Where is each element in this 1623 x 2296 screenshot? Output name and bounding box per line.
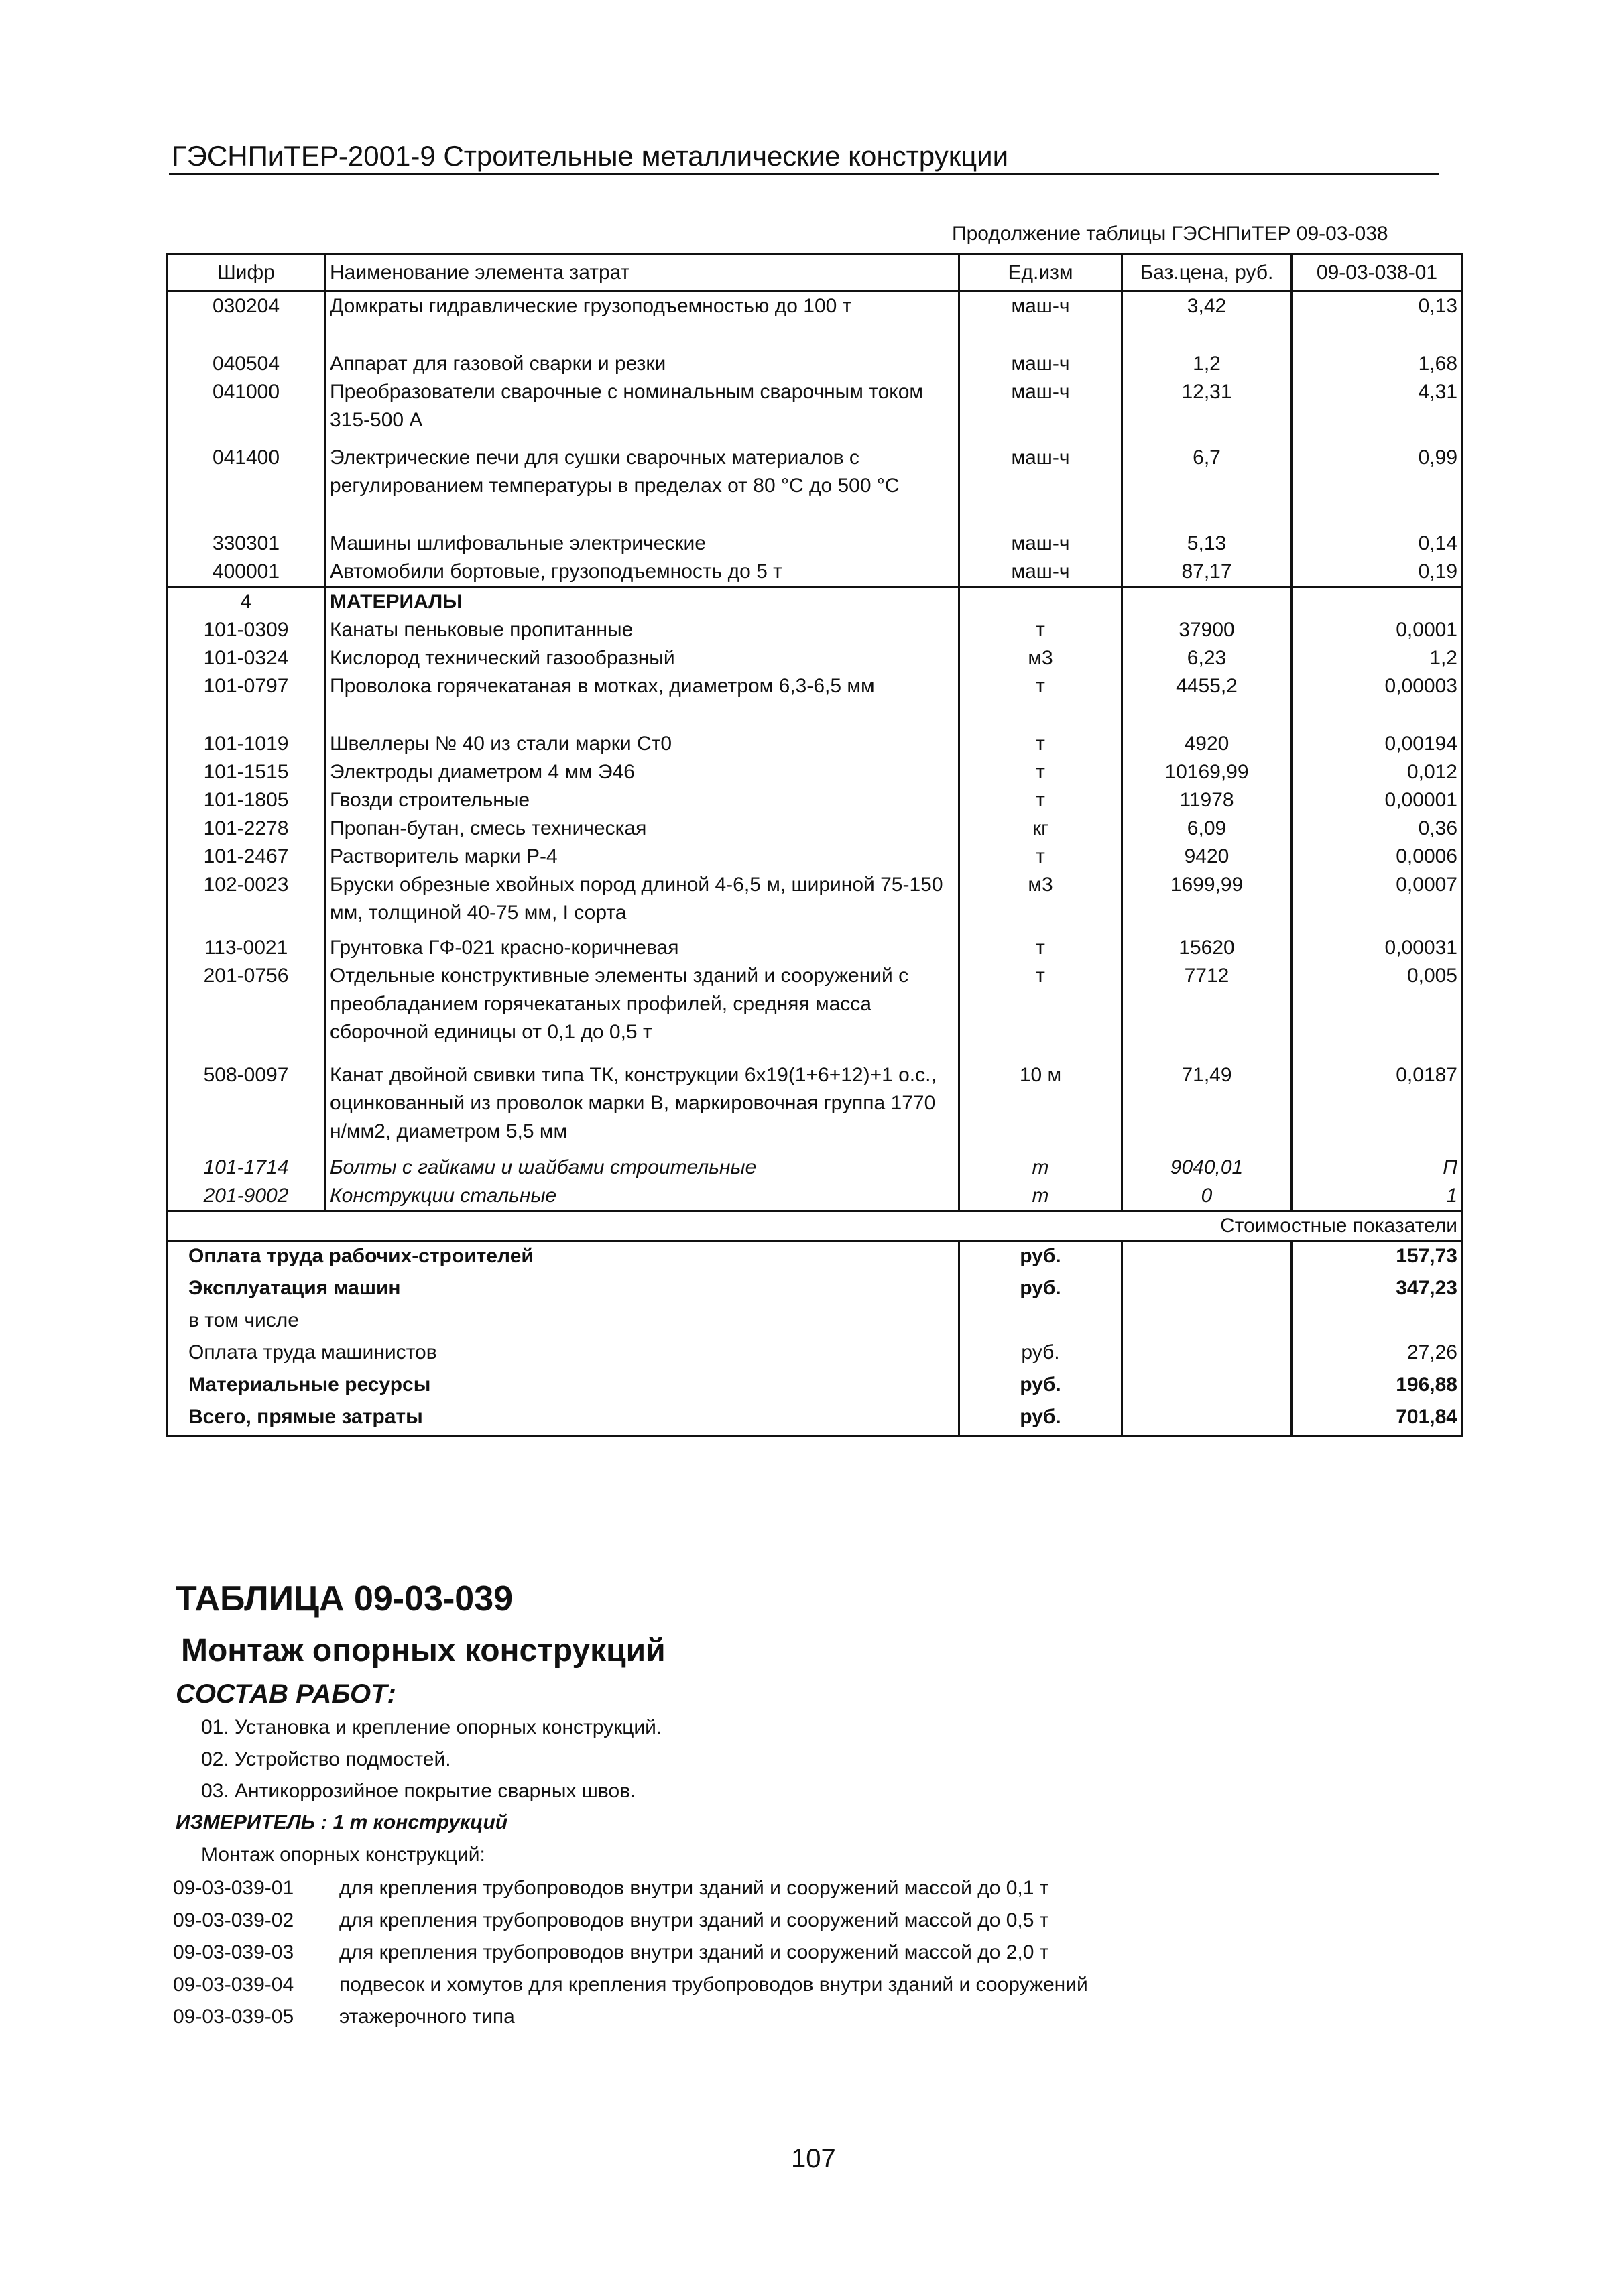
row-code: 040504 [168,350,325,378]
row-code: 101-2278 [168,814,325,843]
row-code: 101-2467 [168,843,325,871]
row-name: Проволока горячекатаная в мотках, диаметром 6,3-6,5 мм [325,672,959,701]
row-value: 4,31 [1292,378,1463,434]
row-unit: 10 м [959,1046,1122,1146]
table-row [168,378,1463,434]
summary-row [168,1274,1463,1307]
column-header-name: Наименование элемента затрат [325,255,959,292]
row-price: 15620 [1122,927,1292,962]
table-row [168,434,1463,500]
row-code: 101-1019 [168,730,325,758]
row-code: 201-0756 [168,962,325,1046]
table-row [168,530,1463,558]
row-price: 6,09 [1122,814,1292,843]
row-name: Конструкции стальные [325,1182,959,1211]
table-row [168,644,1463,672]
row-name: Электрические печи для сушки сварочных материалов с регулированием температуры в пределах от 80 °С до 500 °С [325,434,959,500]
code-entry [173,1941,1049,1964]
summary-row [168,1371,1463,1403]
code-entry [173,1974,1088,1996]
row-unit: т [959,927,1122,962]
row-name: Канат двойной свивки типа ТК, конструкции 6х19(1+6+12)+1 о.с., оцинкованный из проволок марки В, маркировочная группа 1770 н/мм2, диаметром 5,5 мм [325,1046,959,1146]
summary-value: 701,84 [1292,1403,1463,1437]
table-row [168,814,1463,843]
table-header-row [168,255,1463,292]
row-unit: т [959,758,1122,786]
summary-label: Всего, прямые затраты [168,1403,959,1437]
table-row [168,672,1463,701]
row-name: Автомобили бортовые, грузоподъемность до 5 т [325,558,959,587]
row-unit: маш-ч [959,434,1122,500]
row-name: Бруски обрезные хвойных пород длиной 4-6,5 м, шириной 75-150 мм, толщиной 40-75 мм, I сорта [325,871,959,927]
row-name: Пропан-бутан, смесь техническая [325,814,959,843]
table-spacer-row [168,701,1463,730]
row-code: 041400 [168,434,325,500]
row-unit: маш-ч [959,350,1122,378]
row-price: 71,49 [1122,1046,1292,1146]
row-price: 11978 [1122,786,1292,814]
table-row [168,1046,1463,1146]
code-entry-code: 09-03-039-03 [173,1941,294,1963]
row-unit: т [959,730,1122,758]
row-name: Гвозди строительные [325,786,959,814]
code-entry-text: для крепления трубопроводов внутри зданий и сооружений массой до 0,5 т [339,1909,1049,1931]
row-name: МАТЕРИАЛЫ [325,587,959,617]
table-row [168,758,1463,786]
running-header: ГЭСНПиТЕР-2001-9 Строительные металлические конструкции [172,140,1009,172]
row-unit: т [959,1182,1122,1211]
section-title: ТАБЛИЦА 09-03-039 [176,1579,514,1618]
work-item: 02. Устройство подмостей. [201,1748,451,1770]
row-unit: т [959,616,1122,644]
table-row [168,558,1463,587]
row-price: 5,13 [1122,530,1292,558]
table-row [168,927,1463,962]
row-price: 4920 [1122,730,1292,758]
row-code: 102-0023 [168,871,325,927]
row-name: Аппарат для газовой сварки и резки [325,350,959,378]
code-entry [173,1877,1049,1900]
summary-label: Оплата труда рабочих-строителей [168,1242,959,1275]
row-value: 1,68 [1292,350,1463,378]
row-value: 0,012 [1292,758,1463,786]
row-unit: маш-ч [959,378,1122,434]
row-code: 201-9002 [168,1182,325,1211]
measure-label: ИЗМЕРИТЕЛЬ : 1 т конструкций [176,1811,508,1833]
row-price: 1699,99 [1122,871,1292,927]
code-entry-code: 09-03-039-04 [173,1974,294,1996]
row-value: 0,99 [1292,434,1463,500]
section-subtitle: Монтаж опорных конструкций [181,1633,666,1669]
summary-unit: руб. [959,1242,1122,1275]
code-entry-code: 09-03-039-02 [173,1909,294,1931]
row-price: 9420 [1122,843,1292,871]
page-number: 107 [791,2144,836,2173]
row-value: 0,36 [1292,814,1463,843]
table-section-row [168,587,1463,617]
summary-label: Материальные ресурсы [168,1371,959,1403]
work-item: 01. Установка и крепление опорных конструкций. [201,1716,662,1738]
row-price: 6,23 [1122,644,1292,672]
row-name: Кислород технический газообразный [325,644,959,672]
code-entry-text: для крепления трубопроводов внутри зданий и сооружений массой до 0,1 т [339,1877,1049,1899]
row-unit: маш-ч [959,292,1122,321]
row-code: 101-0324 [168,644,325,672]
row-price: 0 [1122,1182,1292,1211]
row-name: Отдельные конструктивные элементы зданий и сооружений с преобладанием горячекатаных профилей, средняя масса сборочной единицы от 0,1 до 0,5 т [325,962,959,1046]
row-code: 508-0097 [168,1046,325,1146]
summary-value: 347,23 [1292,1274,1463,1307]
column-header-price: Баз.цена, руб. [1122,255,1292,292]
code-entry-code: 09-03-039-05 [173,2006,294,2028]
row-price: 7712 [1122,962,1292,1046]
row-code: 030204 [168,292,325,321]
row-value: 0,0187 [1292,1046,1463,1146]
table-row [168,730,1463,758]
row-unit: т [959,1146,1122,1182]
summary-unit [959,1307,1122,1339]
row-price: 9040,01 [1122,1146,1292,1182]
resource-table [166,253,1463,1437]
row-unit: кг [959,814,1122,843]
table-spacer-row [168,320,1463,350]
code-entry [173,1909,1049,1932]
table-row [168,350,1463,378]
row-value [1292,587,1463,617]
row-code: 101-1714 [168,1146,325,1182]
table-row [168,1182,1463,1211]
row-name: Болты с гайками и шайбами строительные [325,1146,959,1182]
summary-value: 157,73 [1292,1242,1463,1275]
summary-row [168,1242,1463,1275]
row-price: 37900 [1122,616,1292,644]
measure-description: Монтаж опорных конструкций: [201,1844,485,1866]
work-item: 03. Антикоррозийное покрытие сварных швов. [201,1780,636,1802]
composition-label: СОСТАВ РАБОТ: [176,1679,396,1709]
row-value: 0,0006 [1292,843,1463,871]
row-value: 0,00003 [1292,672,1463,701]
table-continuation-label: Продолжение таблицы ГЭСНПиТЕР 09-03-038 [952,223,1388,245]
row-code: 101-0309 [168,616,325,644]
row-price: 10169,99 [1122,758,1292,786]
summary-value: 196,88 [1292,1371,1463,1403]
row-code: 4 [168,587,325,617]
row-name: Домкраты гидравлические грузоподъемностью до 100 т [325,292,959,321]
column-header-unit: Ед.изм [959,255,1122,292]
summary-unit: руб. [959,1371,1122,1403]
row-price: 4455,2 [1122,672,1292,701]
row-value: 0,19 [1292,558,1463,587]
row-code: 400001 [168,558,325,587]
table-row [168,1146,1463,1182]
row-value: 0,14 [1292,530,1463,558]
row-unit: маш-ч [959,530,1122,558]
row-name: Грунтовка ГФ-021 красно-коричневая [325,927,959,962]
table-row [168,786,1463,814]
table-spacer-row [168,500,1463,530]
summary-row [168,1307,1463,1339]
row-value: 0,00194 [1292,730,1463,758]
row-unit [959,587,1122,617]
summary-unit: руб. [959,1339,1122,1371]
row-value: 0,00001 [1292,786,1463,814]
row-unit: т [959,672,1122,701]
summary-value [1292,1307,1463,1339]
row-unit: м3 [959,644,1122,672]
summary-label: в том числе [168,1307,959,1339]
code-entry-text: подвесок и хомутов для крепления трубопроводов внутри зданий и сооружений [339,1974,1088,1996]
summary-row [168,1403,1463,1437]
row-name: Преобразователи сварочные с номинальным сварочным током 315-500 А [325,378,959,434]
cost-indicators-label: Стоимостные показатели [168,1211,1463,1242]
summary-unit: руб. [959,1403,1122,1437]
row-unit: маш-ч [959,558,1122,587]
table-row [168,616,1463,644]
row-value: 0,13 [1292,292,1463,321]
row-unit: м3 [959,871,1122,927]
row-value: 1,2 [1292,644,1463,672]
table-row [168,962,1463,1046]
code-entry [173,2006,515,2029]
row-unit: т [959,843,1122,871]
summary-unit: руб. [959,1274,1122,1307]
row-price: 3,42 [1122,292,1292,321]
row-price: 1,2 [1122,350,1292,378]
row-price [1122,587,1292,617]
summary-label: Оплата труда машинистов [168,1339,959,1371]
row-value: 0,005 [1292,962,1463,1046]
table-row [168,843,1463,871]
row-name: Швеллеры № 40 из стали марки Ст0 [325,730,959,758]
summary-label: Эксплуатация машин [168,1274,959,1307]
column-header-code: Шифр [168,255,325,292]
row-code: 101-0797 [168,672,325,701]
row-code: 041000 [168,378,325,434]
table-row [168,292,1463,321]
row-code: 113-0021 [168,927,325,962]
code-entry-text: для крепления трубопроводов внутри зданий и сооружений массой до 2,0 т [339,1941,1049,1963]
column-header-value: 09-03-038-01 [1292,255,1463,292]
summary-row [168,1339,1463,1371]
row-price: 12,31 [1122,378,1292,434]
row-name: Растворитель марки Р-4 [325,843,959,871]
row-name: Канаты пеньковые пропитанные [325,616,959,644]
row-value: 0,00031 [1292,927,1463,962]
row-value: П [1292,1146,1463,1182]
row-value: 0,0007 [1292,871,1463,927]
code-entry-text: этажерочного типа [339,2006,515,2028]
row-price: 87,17 [1122,558,1292,587]
row-code: 101-1805 [168,786,325,814]
row-code: 330301 [168,530,325,558]
row-code: 101-1515 [168,758,325,786]
code-entry-code: 09-03-039-01 [173,1877,294,1899]
row-name: Машины шлифовальные электрические [325,530,959,558]
row-value: 1 [1292,1182,1463,1211]
row-unit: т [959,962,1122,1046]
row-value: 0,0001 [1292,616,1463,644]
row-price: 6,7 [1122,434,1292,500]
row-unit: т [959,786,1122,814]
row-name: Электроды диаметром 4 мм Э46 [325,758,959,786]
summary-value: 27,26 [1292,1339,1463,1371]
header-rule [169,173,1439,175]
table-row [168,871,1463,927]
cost-indicators-row [168,1211,1463,1242]
